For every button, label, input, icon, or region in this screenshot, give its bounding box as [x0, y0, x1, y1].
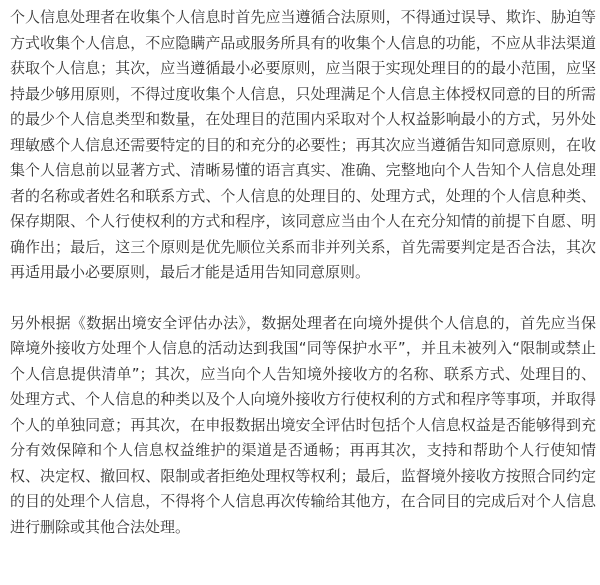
- paragraph-legal-principles: 个人信息处理者在收集个人信息时首先应当遵循合法原则，不得通过误导、欺诈、胁迫等方式收集个人信息，不应隐瞒产品或服务所具有的收集个人信息的功能，不应从非法渠道获取个人信息；其次，应当遵循最小必要原则，应当限于实现处理目的的最小范围，应坚持最少够用原则，不得过度收集个人信息，只处理满足个人信息主体授权同意的目的所需的最少个人信息类型和数量，在处理目的范围内采取对个人权益影响最小的方式，另外处理敏感个人信息还需要特定的目的和充分的必要性；再其次应当遵循告知同意原则，在收集个人信息前以显著方式、清晰易懂的语言真实、准确、完整地向个人告知个人信息处理者的名称或者姓名和联系方式、个人信息的处理目的、处理方式，处理的个人信息种类、保存期限、个人行使权利的方式和程序，该同意应当由个人在充分知情的前提下自愿、明确作出；最后，这三个原则是优先顺位关系而非并列关系，首先需要判定是否合法，其次再适用最小必要原则，最后才能是适用告知同意原则。: [10, 8, 596, 281]
- paragraph-cross-border-transfer: 另外根据《数据出境安全评估办法》，数据处理者在向境外提供个人信息的，首先应当保障境外接收方处理个人信息的活动达到我国“同等保护水平”，并且未被列入“限制或禁止个人信息提供清单”；其次，应当向个人告知境外接收方的名称、联系方式、处理目的、处理方式、个人信息的种类以及个人向境外接收方行使权利的方式和程序等事项，并取得个人的单独同意；再其次，在申报数据出境安全评估时包括个人信息权益是否能够得到充分有效保障和个人信息权益维护的渠道是否通畅；再再其次，支持和帮助个人行使知情权、决定权、撤回权、限制或者拒绝处理权等权利；最后，监督境外接收方按照合同约定的目的处理个人信息，不得将个人信息再次传输给其他方，在合同目的完成后对个人信息进行删除或其他合法处理。: [10, 313, 596, 536]
